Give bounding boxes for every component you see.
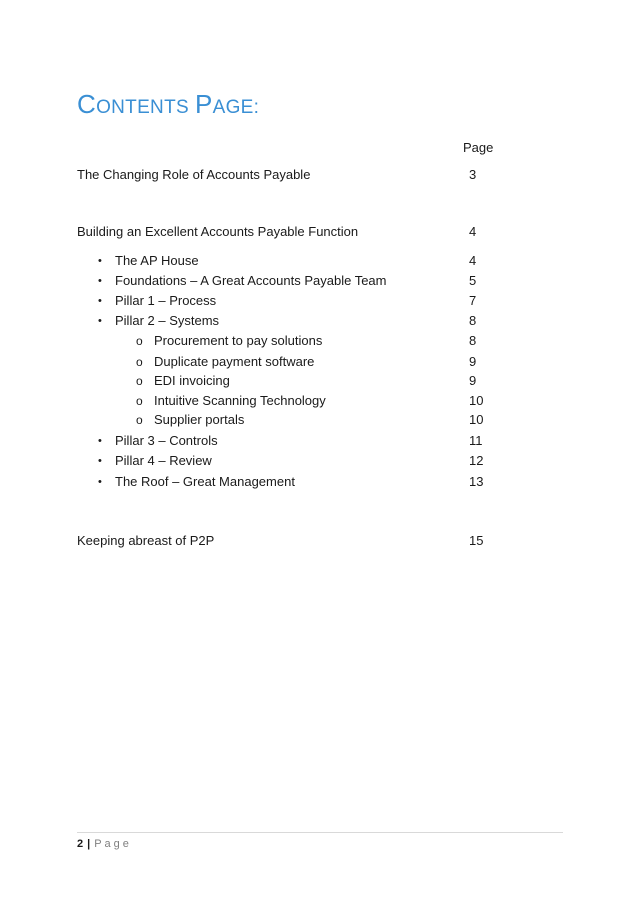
toc-item-label: Foundations – A Great Accounts Payable Team bbox=[115, 273, 387, 288]
toc-item-the-roof[interactable] bbox=[0, 473, 638, 491]
toc-item-page: 5 bbox=[469, 273, 477, 288]
toc-subitem-label: Intuitive Scanning Technology bbox=[154, 393, 326, 408]
toc-entry-page: 3 bbox=[469, 167, 477, 182]
toc-subitem-label: Supplier portals bbox=[154, 412, 245, 427]
bullet-icon: • bbox=[98, 476, 102, 488]
title-initial-p: P bbox=[194, 89, 213, 119]
bullet-icon: • bbox=[98, 295, 102, 307]
toc-item-label: The AP House bbox=[115, 253, 199, 268]
toc-entry-page: 15 bbox=[469, 533, 484, 548]
sub-bullet-icon: o bbox=[136, 394, 143, 408]
toc-subitem-label: Procurement to pay solutions bbox=[154, 333, 323, 348]
toc-subitem-page: 10 bbox=[469, 412, 484, 427]
sub-bullet-icon: o bbox=[136, 334, 143, 348]
toc-item-label: The Roof – Great Management bbox=[115, 474, 295, 489]
toc-item-page: 12 bbox=[469, 453, 484, 468]
title-initial-c: C bbox=[77, 89, 97, 119]
toc-subitem-edi-invoicing[interactable] bbox=[0, 372, 638, 390]
toc-item-pillar-2[interactable] bbox=[0, 312, 638, 330]
bullet-icon: • bbox=[98, 315, 102, 327]
sub-bullet-icon: o bbox=[136, 374, 143, 388]
toc-entry-label: Keeping abreast of P2P bbox=[77, 533, 215, 548]
page-title bbox=[77, 86, 259, 118]
toc-item-label: Pillar 3 – Controls bbox=[115, 433, 218, 448]
toc-item-ap-house[interactable] bbox=[0, 252, 638, 270]
toc-subitem-page: 9 bbox=[469, 354, 477, 369]
title-rest-ontents: ONTENTS bbox=[96, 97, 189, 118]
bullet-icon: • bbox=[98, 435, 102, 447]
toc-subitem-page: 10 bbox=[469, 393, 484, 408]
bullet-icon: • bbox=[98, 275, 102, 287]
footer-page-word: Page bbox=[94, 838, 132, 850]
toc-subitem-supplier-portals[interactable] bbox=[0, 411, 638, 429]
toc-subitem-page: 9 bbox=[469, 373, 477, 388]
footer-divider bbox=[77, 832, 563, 833]
title-rest-age: AGE: bbox=[212, 97, 260, 118]
toc-item-pillar-1[interactable] bbox=[0, 292, 638, 310]
toc-item-label: Pillar 1 – Process bbox=[115, 293, 217, 308]
toc-item-foundations[interactable] bbox=[0, 272, 638, 290]
toc-subitem-page: 8 bbox=[469, 333, 477, 348]
toc-item-page: 8 bbox=[469, 313, 477, 328]
toc-subitem-intuitive-scanning[interactable] bbox=[0, 392, 638, 410]
toc-item-page: 13 bbox=[469, 474, 484, 489]
toc-subitem-duplicate-payment[interactable] bbox=[0, 353, 638, 371]
toc-entry-building-excellent-ap[interactable] bbox=[0, 223, 638, 241]
toc-item-page: 4 bbox=[469, 253, 477, 268]
toc-entry-keeping-abreast[interactable] bbox=[0, 532, 638, 550]
toc-item-pillar-4[interactable] bbox=[0, 452, 638, 470]
toc-item-pillar-3[interactable] bbox=[0, 432, 638, 450]
page-footer bbox=[77, 837, 132, 851]
toc-entry-label: Building an Excellent Accounts Payable Function bbox=[77, 224, 359, 239]
bullet-icon: • bbox=[98, 255, 102, 267]
toc-entry-page: 4 bbox=[469, 224, 477, 239]
sub-bullet-icon: o bbox=[136, 413, 143, 427]
toc-item-page: 7 bbox=[469, 293, 477, 308]
toc-item-page: 11 bbox=[469, 433, 483, 448]
toc-subitem-label: Duplicate payment software bbox=[154, 354, 315, 369]
bullet-icon: • bbox=[98, 455, 102, 467]
page-column-header: Page bbox=[463, 140, 494, 155]
sub-bullet-icon: o bbox=[136, 355, 143, 369]
footer-separator: | bbox=[87, 838, 91, 850]
toc-subitem-procurement[interactable] bbox=[0, 332, 638, 350]
toc-item-label: Pillar 2 – Systems bbox=[115, 313, 220, 328]
toc-entry-changing-role[interactable] bbox=[0, 166, 638, 184]
toc-subitem-label: EDI invoicing bbox=[154, 373, 230, 388]
toc-item-label: Pillar 4 – Review bbox=[115, 453, 212, 468]
toc-entry-label: The Changing Role of Accounts Payable bbox=[77, 167, 311, 182]
footer-page-number: 2 bbox=[77, 838, 84, 850]
